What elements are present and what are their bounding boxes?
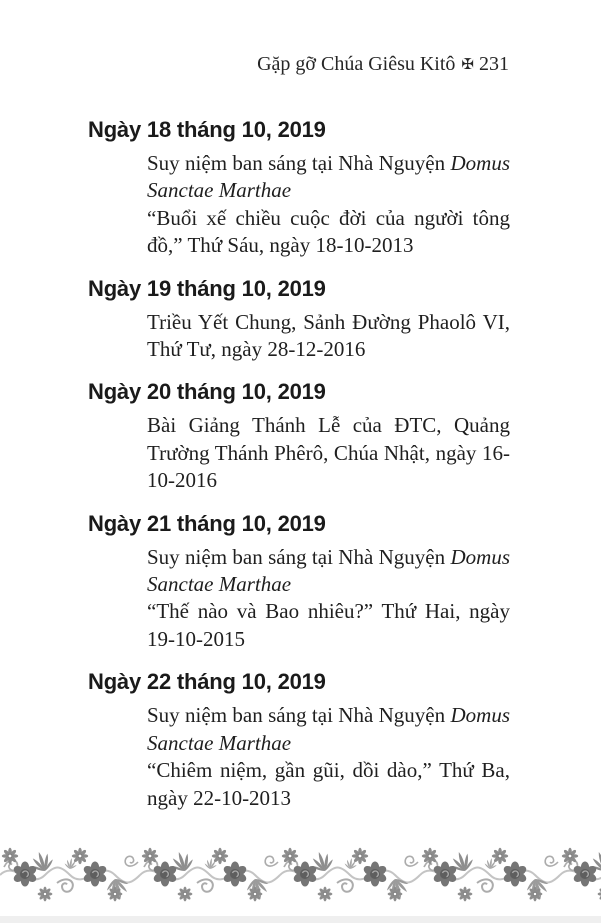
paragraph-text-italic: Domus Sanctae Marthae [147,544,510,597]
entry-paragraph [147,150,510,205]
paragraph-text: Triều Yết Chung, Sảnh Đường Phaolô VI, Thứ Tư, ngày 28-12-2016 [147,309,510,362]
paragraph-text: Suy niệm ban sáng tại Nhà Nguyện [147,151,451,175]
page-number: 231 [479,53,509,75]
entry-paragraph [147,757,510,812]
paragraph-text: Suy niệm ban sáng tại Nhà Nguyện [147,544,451,569]
cross-icon: ✠ [461,57,474,73]
floral-border-svg [0,846,601,904]
entry [88,668,510,812]
entry-paragraph [147,412,510,494]
floral-ornament-border [0,846,601,904]
entries-list [88,116,510,812]
bottom-page-strip [0,916,601,923]
running-header [88,52,509,78]
entry [88,378,510,494]
paragraph-text: Suy niệm ban sáng tại Nhà Nguyện [147,703,451,728]
entry-date-heading: Ngày 19 tháng 10, 2019 [88,275,326,301]
paragraph-text: “Thế nào và Bao nhiêu?” Thứ Hai, ngày 19-10-2015 [147,599,510,651]
entry-date-heading: Ngày 20 tháng 10, 2019 [88,379,326,405]
entry-date-heading: Ngày 18 tháng 10, 2019 [88,117,326,142]
paragraph-text: Bài Giảng Thánh Lễ của ĐTC, Quảng Trường Thánh Phêrô, Chúa Nhật, ngày 16-10-2016 [147,413,510,493]
paragraph-text-italic: Domus Sanctae Marthae [147,151,510,203]
entry-date-heading: Ngày 22 tháng 10, 2019 [88,669,326,695]
entry [88,275,510,364]
entry-paragraph [147,544,510,599]
paragraph-text: “Buổi xế chiều cuộc đời của người tông đồ,” Thứ Sáu, ngày 18-10-2013 [147,205,510,258]
paragraph-text-italic: Domus Sanctae Marthae [147,703,510,755]
entry-paragraph [147,702,510,757]
entry [88,116,510,260]
entry-date-heading: Ngày 21 tháng 10, 2019 [88,510,326,536]
entry-paragraph [147,205,510,260]
paragraph-text: “Chiêm niệm, gần gũi, dồi dào,” Thứ Ba, ngày 22-10-2013 [147,758,510,810]
entry-paragraph [147,598,510,653]
running-header-title: Gặp gỡ Chúa Giêsu Kitô [257,53,456,75]
entry [88,510,510,654]
entry-paragraph [147,309,510,364]
